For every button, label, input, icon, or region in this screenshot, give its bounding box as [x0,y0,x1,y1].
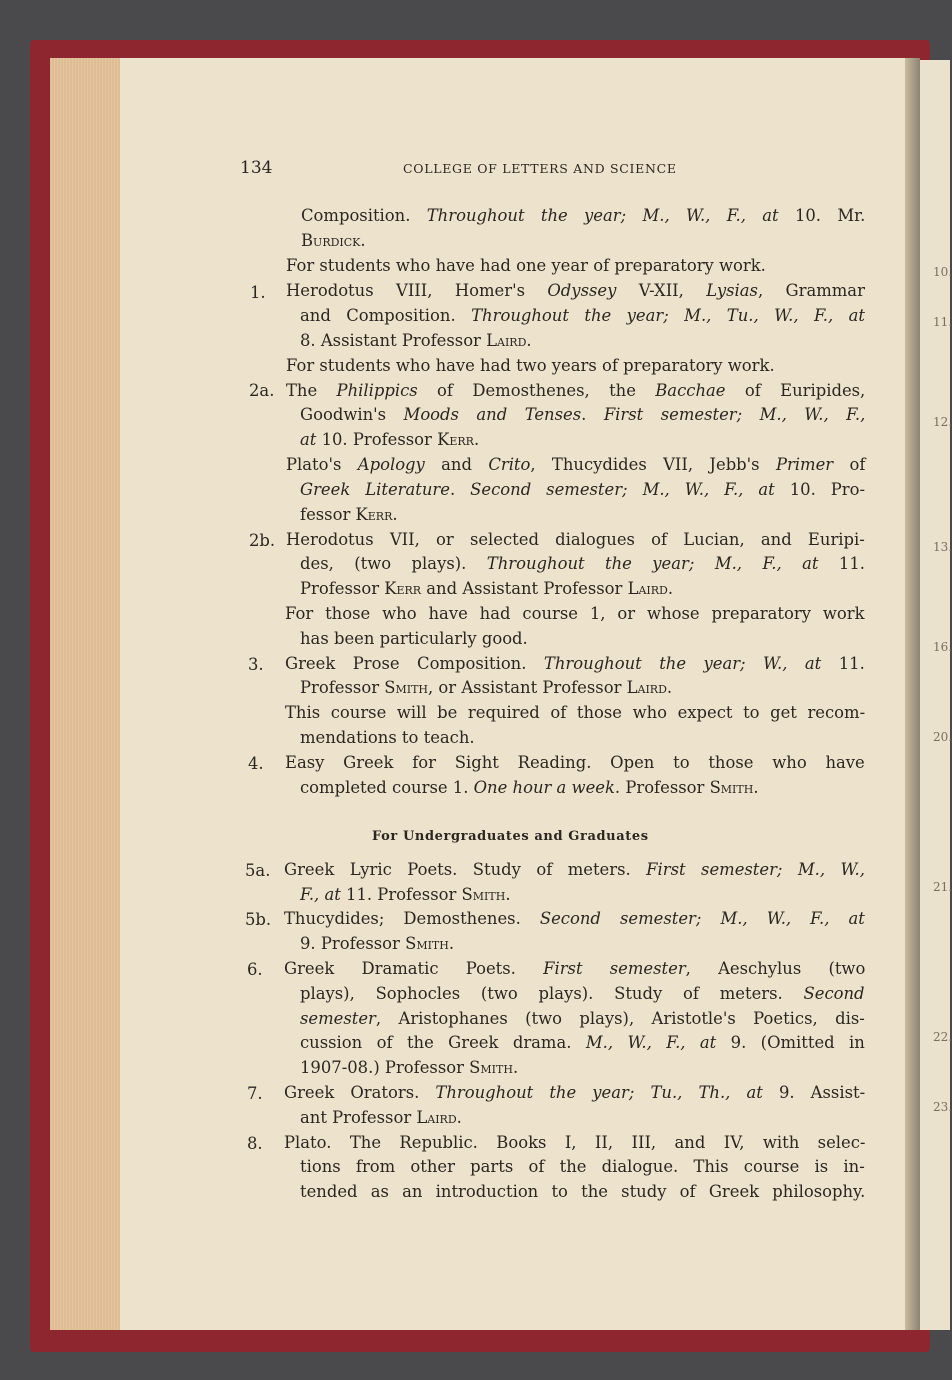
facing-page-number: 13. [933,540,952,554]
course-number: 7. [247,1084,263,1103]
text-line: Herodotus VII, or selected dialogues of Lucian, and Euripi- [286,530,865,549]
text-line: plays), Sophocles (two plays). Study of meters. Second [300,984,865,1003]
text-line: mendations to teach. [300,728,475,747]
text-line: Greek Prose Composition. Throughout the year; W., at 11. [285,654,865,673]
text-line: Professor Smith, or Assistant Professor Laird. [300,678,673,697]
text-line: completed course 1. One hour a week. Professor Smith. [300,778,759,797]
text-line: Professor Kerr and Assistant Professor Laird. [300,579,674,598]
facing-page-number: 12. [933,415,952,429]
text-line: 9. Professor Smith. [300,934,455,953]
text-line: ant Professor Laird. [300,1108,462,1127]
text-line: For students who have had two years of preparatory work. [286,356,775,375]
course-number: 3. [248,655,264,674]
text-line: 1907-08.) Professor Smith. [300,1058,519,1077]
facing-page-number: 22. [933,1030,952,1044]
course-number: 2b. [249,531,276,550]
facing-page-number: 23. [933,1100,952,1114]
text-line: Herodotus VIII, Homer's Odyssey V-XII, Lysias, Grammar [286,281,865,300]
text-line: has been particularly good. [300,629,528,648]
facing-page-number: 11. [933,315,952,329]
text-line: Goodwin's Moods and Tenses. First semester; M., W., F., [300,405,866,424]
text-line: and Composition. Throughout the year; M., Tu., W., F., at [300,306,865,325]
text-line: des, (two plays). Throughout the year; M., F., at 11. [300,554,865,573]
facing-page-number: 16. [933,640,952,654]
text-line: 8. Assistant Professor Laird. [300,331,532,350]
text-line: Plato's Apology and Crito, Thucydides VII, Jebb's Primer of [286,455,866,474]
running-head: COLLEGE OF LETTERS AND SCIENCE [403,161,677,176]
text-line: For students who have had one year of preparatory work. [286,256,766,275]
text-line: tended as an introduction to the study of Greek philosophy. [300,1182,866,1201]
text-line: Thucydides; Demosthenes. Second semester; M., W., F., at [284,909,865,928]
text-line: semester, Aristophanes (two plays), Aristotle's Poetics, dis- [300,1009,865,1028]
course-number: 5a. [245,861,271,880]
facing-page-number: 10. [933,265,952,279]
course-number: 8. [247,1134,263,1153]
page-number: 134 [240,158,273,178]
text-line: The Philippics of Demosthenes, the Bacchae of Euripides, [286,381,866,400]
text-line: Greek Orators. Throughout the year; Tu., Th., at 9. Assist- [284,1083,866,1102]
section-heading: For Undergraduates and Graduates [372,829,649,844]
facing-page-number: 21. [933,880,952,894]
facing-page-number: 20. [933,730,952,744]
text-line: fessor Kerr. [300,505,398,524]
text-line: For those who have had course 1, or whose preparatory work [285,604,865,623]
text-line: Plato. The Republic. Books I, II, III, and IV, with selec- [284,1133,866,1152]
course-number: 2a. [249,381,275,400]
text-line: F., at 11. Professor Smith. [300,885,511,904]
text-line: Burdick. [301,231,366,250]
text-line: Composition. Throughout the year; M., W., F., at 10. Mr. [301,206,866,225]
text-line: Easy Greek for Sight Reading. Open to those who have [285,753,865,772]
course-number: 1. [250,283,266,302]
text-line: tions from other parts of the dialogue. This course is in- [300,1157,865,1176]
course-number: 6. [247,960,263,979]
text-line: Greek Lyric Poets. Study of meters. First semester; M., W., [284,860,865,879]
course-number: 5b. [245,910,272,929]
text-line: Greek Dramatic Poets. First semester, Aeschylus (two [284,959,866,978]
text-line: This course will be required of those who expect to get recom- [285,703,866,722]
text-line: cussion of the Greek drama. M., W., F., at 9. (Omitted in [300,1033,865,1052]
text-line: Greek Literature. Second semester; M., W., F., at 10. Pro- [300,480,866,499]
text-line: at 10. Professor Kerr. [300,430,480,449]
course-number: 4. [248,754,264,773]
